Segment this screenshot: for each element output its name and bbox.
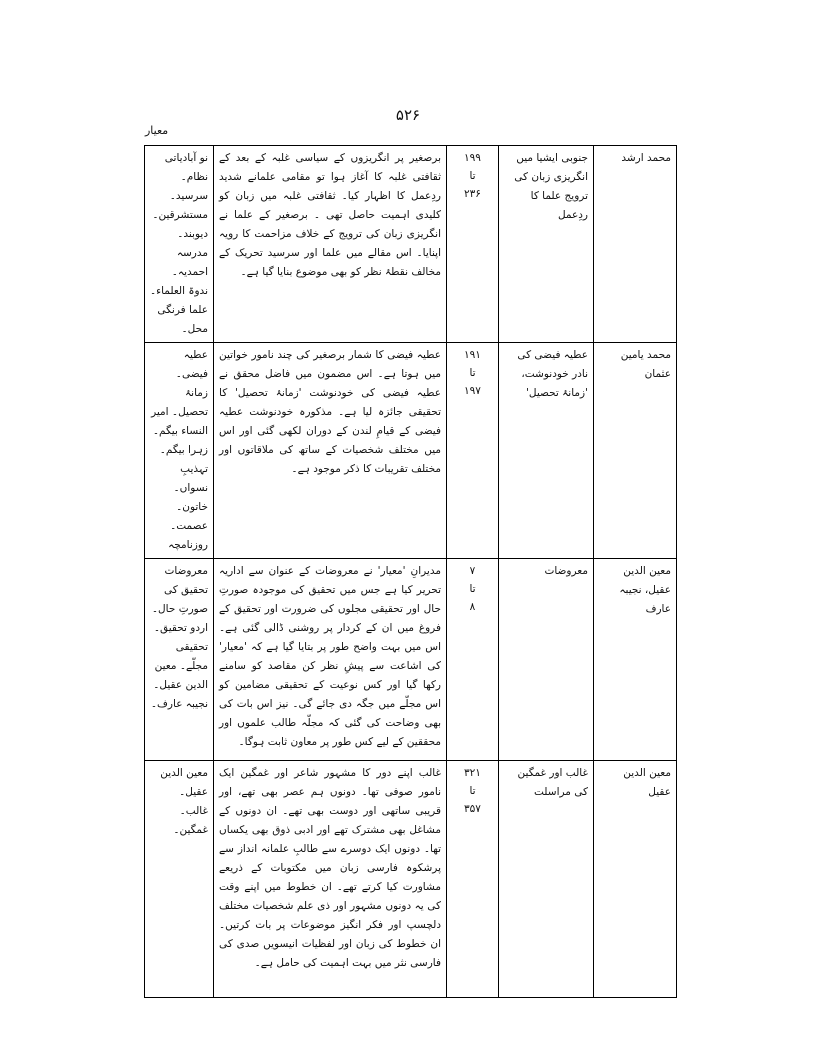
page-start: ۱۹۹ — [464, 152, 481, 164]
page-end: ۲۳۶ — [464, 188, 481, 200]
title-cell: جنوبی ایشیا میں انگریزی زبان کی ترویج علما کا ردِعمل — [499, 146, 594, 343]
page-range-word: تا — [469, 367, 476, 379]
page-range-word: تا — [469, 170, 476, 182]
running-title: معیار — [145, 124, 169, 137]
summary-cell: عطیہ فیضی کا شمار برصغیر کی چند نامور خواتین میں ہوتا ہے۔ اس مضمون میں فاضل محقق نے عطیہ فیضی کی خودنوشت 'زمانۂ تحصیل' کا تحقیقی جائزہ لیا ہے۔ مذکورہ خودنوشت عطیہ فیضی کے قیامِ لندن کے دوران لکھی گئی اور اس میں مختلف شخصیات کے ساتھ کی ملاقاتوں اور مختلف تقریبات کا ذکر موجود ہے۔ — [214, 343, 447, 559]
page-range-word: تا — [469, 583, 476, 595]
keywords-cell: عطیہ فیضی۔ زمانۂ تحصیل۔ امیر النساء بیگم۔ زہرا بیگم۔ تہذیبِ نسواں۔ خاتون۔ عصمت۔ روزنامچہ — [145, 343, 214, 559]
page-start: ۱۹۱ — [464, 349, 481, 361]
summary-cell: مدیرانِ 'معیار' نے معروضات کے عنوان سے اداریہ تحریر کیا ہے جس میں تحقیق کی موجودہ صورتِ حال اور تحقیقی مجلوں کی ضرورت اور تحقیق کے فروغ میں ان کے کردار پر روشنی ڈالی گئی ہے۔ اس میں بہت واضح طور پر بتایا گیا ہے کہ 'معیار' کی اشاعت سے پیشِ نظر کن مقاصد کو سامنے رکھا گیا اور کس نوعیت کے تحقیقی مضامین کو اس مجلّے میں جگہ دی جائے گی۔ نیز اس بات کی بھی وضاحت کی گئی کہ مجلّہ طالب علموں اور محققین کے لیے کس طور پر معاون ثابت ہوگا۔ — [214, 559, 447, 761]
page-start: ۳۲۱ — [464, 767, 481, 779]
table-row — [145, 559, 677, 761]
author-cell: معین الدین عقیل، نجیبہ عارف — [594, 559, 677, 761]
summary-cell: برصغیر پر انگریزوں کے سیاسی غلبہ کے بعد کے ثقافتی غلبہ کا آغاز ہوا تو مقامی علمانے شدید ردِعمل کا اظہار کیا۔ ثقافتی غلبہ میں زبان کو کلیدی اہمیت حاصل تھی ۔ برصغیر کے علما نے انگریزی زبان کی ترویج کے خلاف مزاحمت کا رویہ اپنایا۔ اس مقالے میں علما اور سرسید تحریک کے مخالف نقطۂ نظر کو بھی موضوع بنایا گیا ہے۔ — [214, 146, 447, 343]
pages-cell — [447, 146, 499, 343]
keywords-cell: معروضات تحقیق کی صورتِ حال۔ اردو تحقیق۔ تحقیقی مجلّے۔ معین الدین عقیل۔ نجیبہ عارف۔ — [145, 559, 214, 761]
title-cell: عطیہ فیضی کی نادر خودنوشت، 'زمانۂ تحصیل' — [499, 343, 594, 559]
table-row — [145, 146, 677, 343]
keywords-cell: نو آبادیاتی نظام۔ سرسید۔ مستشرقین۔ دیوبند۔ مدرسہ احمدیہ۔ ندوۃ العلماء۔ علما فرنگی محل۔ — [145, 146, 214, 343]
page-number: ۵۲۶ — [395, 106, 421, 124]
author-cell: محمد ارشد — [594, 146, 677, 343]
pages-cell — [447, 343, 499, 559]
page-end: ۱۹۷ — [464, 385, 481, 397]
page-end: ۳۵۷ — [464, 803, 481, 815]
table-row — [145, 343, 677, 559]
summary-cell: غالب اپنے دور کا مشہور شاعر اور غمگین ایک نامور صوفی تھا۔ دونوں ہم عصر بھی تھے، اور قریبی ساتھی اور دوست بھی تھے۔ ان دونوں کے مشاغل بھی مشترک تھے اور ادبی ذوق بھی یکساں تھا۔ دونوں ایک دوسرے سے طالبِ علمانہ انداز سے پرشکوہ فارسی زبان میں مکتوبات کے ذریعے مشاورت کیا کرتے تھے۔ ان خطوط میں اپنے وقت کی یہ دونوں مشہور اور ذی علم شخصیات مختلف دلچسپ اور فکر انگیز موضوعات پر بات کرتیں۔ ان خطوط کی زبان اور لفظیات انیسویں صدی کی فارسی نثر میں بہت اہمیت کی حامل ہے۔ — [214, 761, 447, 998]
page-range-word: تا — [469, 785, 476, 797]
title-cell: معروضات — [499, 559, 594, 761]
author-cell: معین الدین عقیل — [594, 761, 677, 998]
bibliography-table — [144, 145, 677, 998]
title-cell: غالب اور غمگین کی مراسلت — [499, 761, 594, 998]
pages-cell — [447, 761, 499, 998]
page-end: ۸ — [469, 601, 476, 613]
pages-cell — [447, 559, 499, 761]
keywords-cell: معین الدین عقیل۔ غالب۔ غمگین۔ — [145, 761, 214, 998]
author-cell: محمد یامین عثمان — [594, 343, 677, 559]
page-start: ۷ — [469, 565, 476, 577]
table-row — [145, 761, 677, 998]
